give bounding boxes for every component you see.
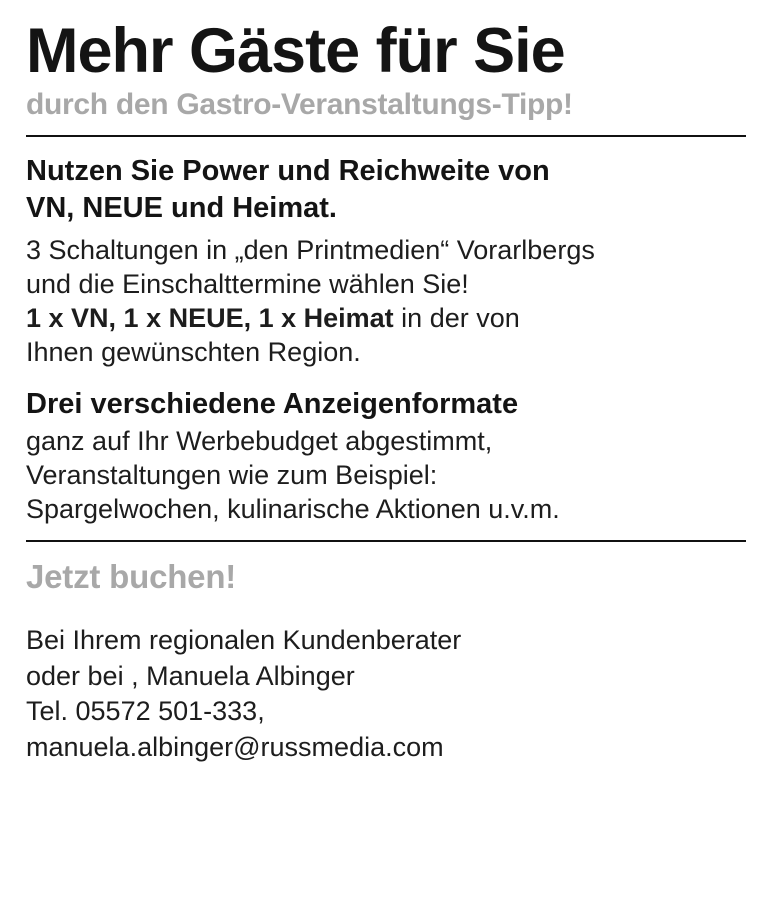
- contact-line-2: oder bei , Manuela Albinger: [26, 660, 355, 691]
- subtitle: durch den Gastro-Veranstaltungs-Tipp!: [26, 88, 573, 122]
- section-formats-body: [26, 424, 746, 526]
- section-reach-paragraph-2-line-2: Ihnen gewünschten Region.: [26, 337, 361, 368]
- page-title: Mehr Gäste für Sie: [26, 16, 565, 86]
- section-formats-title: Drei verschiedene Anzeigenformate: [26, 388, 519, 421]
- section-formats-line-3: Spargelwochen, kulinarische Aktionen u.v.m.: [26, 494, 560, 525]
- section-formats-line-2: Veranstaltungen wie zum Beispiel:: [26, 460, 438, 491]
- section-reach-paragraph-2-rest: in der von: [393, 303, 520, 334]
- section-reach-paragraph-2-bold: 1 x VN, 1 x NEUE, 1 x Heimat: [26, 303, 394, 334]
- section-reach-lead: [26, 153, 746, 227]
- section-reach: [26, 137, 746, 540]
- section-reach-paragraph-2: [26, 301, 746, 369]
- contact-phone: Tel. 05572 501-333,: [26, 696, 265, 727]
- section-reach-lead-line-1: Nutzen Sie Power und Reichweite von: [26, 155, 550, 188]
- section-reach-paragraph-1: [26, 233, 746, 301]
- section-formats-line-1: ganz auf Ihr Werbebudget abgestimmt,: [26, 426, 493, 457]
- cta-title: Jetzt buchen!: [26, 558, 237, 596]
- paragraph-spacer: [26, 369, 746, 387]
- contact-details: [26, 623, 746, 766]
- section-booking: [26, 542, 746, 792]
- contact-line-1: Bei Ihrem regionalen Kundenberater: [26, 625, 462, 656]
- section-reach-paragraph-1-line-2: und die Einschalttermine wählen Sie!: [26, 269, 469, 300]
- section-reach-paragraph-1-line-1: 3 Schaltungen in „den Printmedien“ Vorarlbergs: [26, 235, 595, 266]
- contact-email: manuela.albinger@russmedia.com: [26, 732, 444, 763]
- section-reach-lead-line-2: VN, NEUE und Heimat.: [26, 192, 337, 225]
